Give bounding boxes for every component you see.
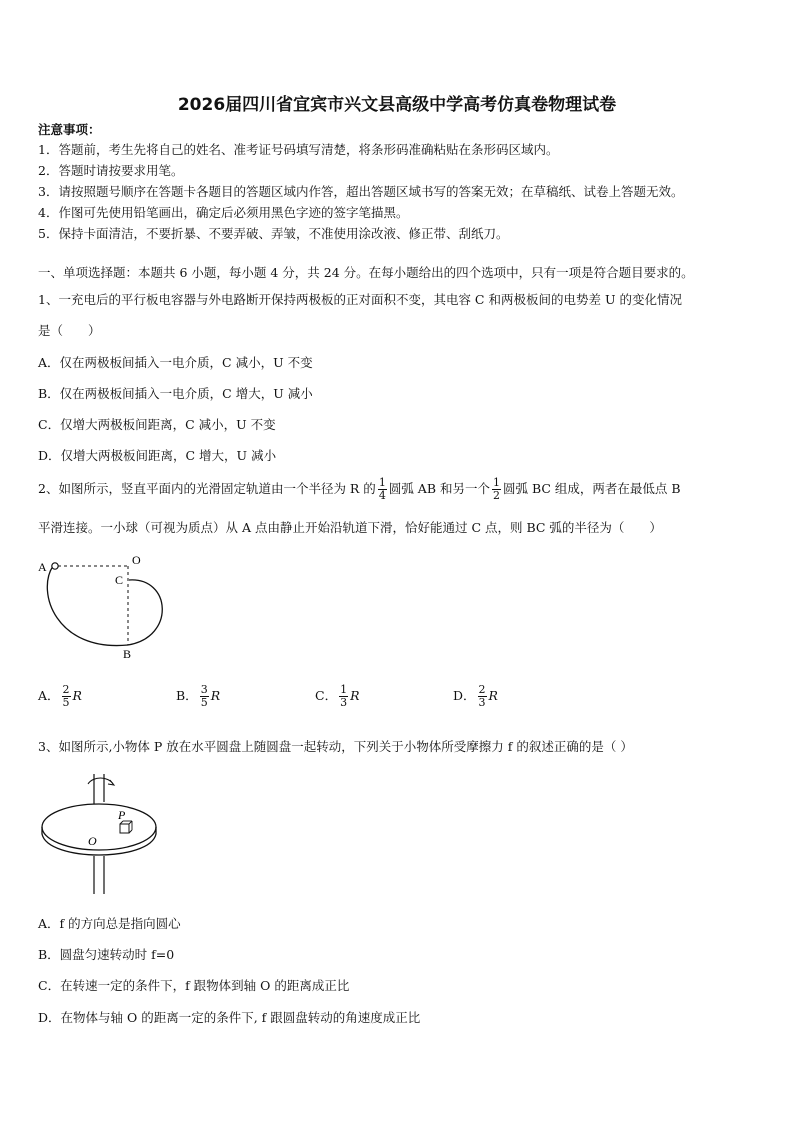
fraction-half: $\frac{1}{2}$ <box>492 476 500 502</box>
question-1-option-b: B．仅在两极板间插入一电介质，C 增大，U 减小 <box>38 386 313 401</box>
track-diagram <box>36 552 176 662</box>
question-2-option-b: B． $\frac{3}{5}$ R <box>176 683 221 709</box>
question-1-text-cont: 是（ ） <box>38 323 101 338</box>
question-1-text: 1、一充电后的平行板电容器与外电路断开保持两极板的正对面积不变，其电容 C 和两极板间的电势差 U 的变化情况 <box>38 292 682 307</box>
question-2-option-c: C． $\frac{1}{3}$ R <box>315 683 360 709</box>
question-3-option-b: B．圆盘匀速转动时 f=0 <box>38 947 175 962</box>
notice-item-3: 3．请按照题号顺序在答题卡各题目的答题区域内作答，超出答题区域书写的答案无效；在草稿纸、试卷上答题无效。 <box>38 184 684 199</box>
label-c: C <box>115 573 124 587</box>
page-title: 2026届四川省宜宾市兴文县高级中学高考仿真卷物理试卷 <box>177 95 617 115</box>
notice-item-5: 5．保持卡面清洁，不要折暴、不要弄破、弄皱，不准使用涂改液、修正带、刮纸刀。 <box>38 226 509 241</box>
notice-heading: 注意事项： <box>38 122 101 137</box>
question-2-text-cont: 平滑连接。一小球（可视为质点）从 A 点由静止开始沿轨道下滑，恰好能通过 C 点，则 BC 弧的半径为（ ） <box>38 520 662 535</box>
fraction-quarter: $\frac{1}{4}$ <box>378 476 386 502</box>
question-2-text-a: 2、如图所示，竖直平面内的光滑固定轨道由一个半径为 R 的 <box>38 481 376 496</box>
notice-item-1: 1．答题前，考生先将自己的姓名、准考证号码填写清楚，将条形码准确粘贴在条形码区域内。 <box>38 142 559 157</box>
question-2-text-c: 圆弧 BC 组成，两者在最低点 B <box>502 481 681 496</box>
rotating-disc-diagram <box>38 772 168 897</box>
label-p: P <box>118 808 126 822</box>
question-2-option-a: A． $\frac{2}{5}$ R <box>38 683 82 709</box>
question-1-option-a: A．仅在两极板间插入一电介质，C 减小，U 不变 <box>38 355 313 370</box>
question-2-text-b: 圆弧 AB 和另一个 <box>388 481 490 496</box>
question-3-option-a: A．f 的方向总是指向圆心 <box>38 916 181 931</box>
question-2-option-d: D． $\frac{2}{3}$ R <box>453 683 498 709</box>
label-o: O <box>88 834 97 848</box>
disc-top <box>42 804 156 850</box>
section-heading: 一、单项选择题：本题共 6 小题，每小题 4 分，共 24 分。在每小题给出的四个选项中，只有一项是符合题目要求的。 <box>38 265 694 280</box>
notice-item-2: 2．答题时请按要求用笔。 <box>38 163 184 178</box>
arc-bc <box>128 580 162 645</box>
question-3-option-c: C．在转速一定的条件下，f 跟物体到轴 O 的距离成正比 <box>38 978 350 993</box>
notice-item-4: 4．作图可先使用铅笔画出，确定后必须用黑色字迹的签字笔描黑。 <box>38 205 409 220</box>
question-2-text <box>38 477 681 502</box>
question-1-option-d: D．仅增大两极板间距离，C 增大，U 减小 <box>38 448 277 463</box>
question-3-option-d: D．在物体与轴 O 的距离一定的条件下, f 跟圆盘转动的角速度成正比 <box>38 1010 421 1025</box>
rotation-arrow <box>88 778 113 784</box>
ball-at-a <box>52 563 58 569</box>
object-p <box>120 824 129 833</box>
label-b: B <box>123 647 132 661</box>
label-a: A <box>38 560 47 574</box>
rotation-arrow-head <box>108 780 114 785</box>
label-o: O <box>132 553 141 567</box>
question-1-option-c: C．仅增大两极板间距离，C 减小，U 不变 <box>38 417 276 432</box>
question-3-text: 3、如图所示,小物体 P 放在水平圆盘上随圆盘一起转动，下列关于小物体所受摩擦力 f 的叙述正确的是（ ） <box>38 739 633 754</box>
